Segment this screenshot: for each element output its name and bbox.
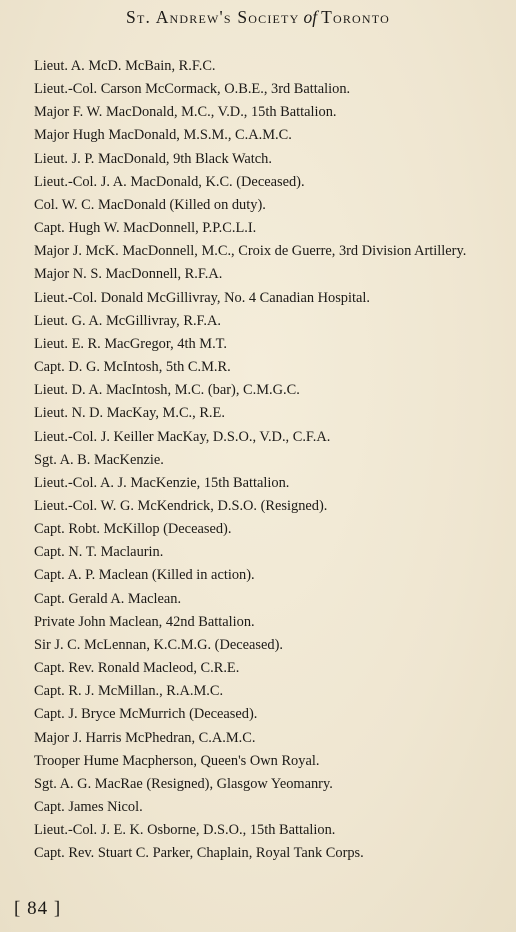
list-item: Lieut.-Col. J. Keiller MacKay, D.S.O., V.D., C.F.A. (34, 428, 331, 445)
member-list (34, 56, 504, 866)
list-item: Capt. R. J. McMillan., R.A.M.C. (34, 683, 224, 700)
page-number: [ 84 ] (14, 898, 62, 919)
header-society-name: St. Andrew's Society (126, 7, 300, 27)
list-item: Major J. Harris McPhedran, C.A.M.C. (34, 729, 256, 746)
list-item: Capt. Rev. Ronald Macleod, C.R.E. (34, 660, 240, 677)
list-item: Capt. James Nicol. (34, 799, 143, 815)
list-item: Lieut.-Col. J. A. MacDonald, K.C. (Deceased). (34, 173, 305, 190)
list-item: Lieut. E. R. MacGregor, 4th M.T. (34, 335, 227, 352)
list-item: Col. W. C. MacDonald (Killed on duty). (34, 196, 266, 213)
list-item: Lieut.-Col. J. E. K. Osborne, D.S.O., 15th Battalion. (34, 822, 336, 839)
list-item: Lieut. A. McD. McBain, R.F.C. (34, 58, 216, 74)
running-header (0, 7, 516, 28)
list-item: Major F. W. MacDonald, M.C., V.D., 15th Battalion. (34, 104, 337, 121)
list-item: Private John Maclean, 42nd Battalion. (34, 613, 255, 630)
header-city-name: Toronto (321, 7, 390, 27)
list-item: Capt. Robt. McKillop (Deceased). (34, 521, 232, 538)
list-item: Lieut.-Col. Carson McCormack, O.B.E., 3rd Battalion. (34, 81, 351, 98)
list-item: Capt. D. G. McIntosh, 5th C.M.R. (34, 359, 231, 376)
list-item: Capt. Rev. Stuart C. Parker, Chaplain, Royal Tank Corps. (34, 845, 364, 862)
list-item: Lieut.-Col. Donald McGillivray, No. 4 Canadian Hospital. (34, 289, 370, 306)
list-item: Major J. McK. MacDonnell, M.C., Croix de Guerre, 3rd Division Artillery. (34, 243, 467, 260)
list-item: Trooper Hume Macpherson, Queen's Own Royal. (34, 752, 320, 769)
list-item: Capt. Gerald A. Maclean. (34, 590, 182, 607)
list-item: Major Hugh MacDonald, M.S.M., C.A.M.C. (34, 127, 292, 144)
list-item: Lieut. J. P. MacDonald, 9th Black Watch. (34, 150, 272, 167)
list-item: Lieut.-Col. A. J. MacKenzie, 15th Battalion. (34, 474, 290, 491)
list-item: Capt. A. P. Maclean (Killed in action). (34, 567, 255, 584)
list-item: Lieut. D. A. MacIntosh, M.C. (bar), C.M.G.C. (34, 382, 300, 399)
list-item: Sir J. C. McLennan, K.C.M.G. (Deceased). (34, 636, 283, 653)
list-item: Lieut. N. D. MacKay, M.C., R.E. (34, 405, 225, 422)
list-item: Capt. N. T. Maclaurin. (34, 544, 164, 561)
list-item: Sgt. A. B. MacKenzie. (34, 451, 164, 468)
list-item: Major N. S. MacDonnell, R.F.A. (34, 266, 223, 283)
list-item: Capt. J. Bryce McMurrich (Deceased). (34, 706, 258, 723)
header-of-word: of (303, 7, 318, 27)
list-item: Lieut. G. A. McGillivray, R.F.A. (34, 312, 221, 329)
list-item: Sgt. A. G. MacRae (Resigned), Glasgow Yeomanry. (34, 775, 333, 792)
list-item: Lieut.-Col. W. G. McKendrick, D.S.O. (Resigned). (34, 497, 328, 514)
list-item: Capt. Hugh W. MacDonnell, P.P.C.L.I. (34, 220, 257, 237)
